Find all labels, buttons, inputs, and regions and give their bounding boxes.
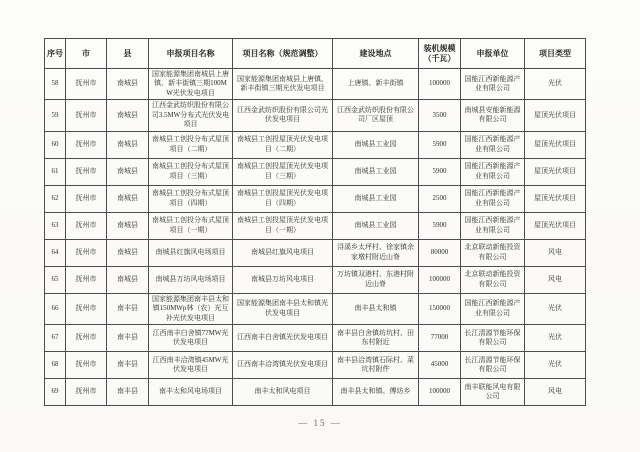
table-cell: 南城县工创投屋顶光伏发电项目（四期）: [233, 185, 333, 212]
table-cell: 江西金武纺织股份有限公司厂区屋顶: [333, 100, 419, 131]
table-cell: 风电: [525, 239, 586, 266]
table-cell: 80000: [419, 239, 461, 266]
table-header-row: [45, 39, 586, 69]
table-cell: 国能江西新能源产业有限公司: [461, 158, 525, 185]
column-header: 申报项目名称: [149, 39, 233, 69]
table-cell: 南城县万坊风电场项目: [149, 266, 233, 293]
table-cell: 南丰县洽湾镇石际村、菜坑村附件: [333, 351, 419, 378]
table-row: [45, 185, 586, 212]
table-cell: 江西南丰白舍镇77MW光伏发电项目: [149, 324, 233, 351]
table-row: [45, 378, 586, 405]
table-cell: 光伏: [525, 293, 586, 324]
table-cell: 南丰太和风电项目: [233, 378, 333, 405]
table-cell: 抚州市: [66, 69, 107, 100]
table-cell: 南城县: [107, 158, 149, 185]
table-cell: 江西金武纺织股份有限公司3.5MW分布式光伏发电项目: [149, 100, 233, 131]
table-cell: 59: [45, 100, 66, 131]
table-cell: 抚州市: [66, 158, 107, 185]
table-cell: 62: [45, 185, 66, 212]
table-cell: 南丰县白舍镇坊坑村、田东村附近: [333, 324, 419, 351]
table-cell: 抚州市: [66, 324, 107, 351]
table-cell: 2500: [419, 185, 461, 212]
table-cell: 国能江西新能源产业有限公司: [461, 185, 525, 212]
table-cell: 国家能源集团南丰县太和镇150MWp林（农）光互补光伏发电项目: [149, 293, 233, 324]
table-row: [45, 239, 586, 266]
table-cell: 江西南丰洽湾镇光伏发电项目: [233, 351, 333, 378]
table-cell: 南城县红旗风电项目: [233, 239, 333, 266]
table-cell: 浔溪乡太坪村、徐家镇余家墩村附近山脊: [333, 239, 419, 266]
table-cell: 5900: [419, 212, 461, 239]
table-cell: 66: [45, 293, 66, 324]
table-cell: 南城县工创投分布式屋顶项目（四期）: [149, 185, 233, 212]
table-cell: 南城县工创投屋顶光伏发电项目（一期）: [233, 212, 333, 239]
table-cell: 5900: [419, 131, 461, 158]
table-cell: 南城县工创投分布式屋顶项目（三期）: [149, 158, 233, 185]
table-cell: 南丰县: [107, 378, 149, 405]
table-cell: 南城县: [107, 239, 149, 266]
table-cell: 屋顶光伏项目: [525, 212, 586, 239]
column-header: 县: [107, 39, 149, 69]
table-cell: 100000: [419, 378, 461, 405]
table-cell: 抚州市: [66, 293, 107, 324]
column-header: 市: [66, 39, 107, 69]
table-cell: 77000: [419, 324, 461, 351]
table-cell: 屋顶光伏项目: [525, 131, 586, 158]
table-row: [45, 324, 586, 351]
table-cell: 南城县工业园: [333, 158, 419, 185]
table-cell: 国能江西新能源产业有限公司: [461, 131, 525, 158]
table-cell: 南丰联能风电有限公司: [461, 378, 525, 405]
table-cell: 69: [45, 378, 66, 405]
table-cell: 南城县工创投分布式屋顶项目（二期）: [149, 131, 233, 158]
table-cell: 南城县工业园: [333, 212, 419, 239]
table-cell: 风电: [525, 266, 586, 293]
table-cell: 南丰县: [107, 351, 149, 378]
table-cell: 64: [45, 239, 66, 266]
table-cell: 68: [45, 351, 66, 378]
table-cell: 60: [45, 131, 66, 158]
table-row: [45, 351, 586, 378]
table-cell: 抚州市: [66, 131, 107, 158]
column-header: 序号: [45, 39, 66, 69]
table-cell: 长江清源节能环保有限公司: [461, 351, 525, 378]
table-cell: 抚州市: [66, 212, 107, 239]
table-cell: 抚州市: [66, 185, 107, 212]
table-cell: 3500: [419, 100, 461, 131]
page-number: — 15 —: [298, 418, 342, 428]
table-cell: 61: [45, 158, 66, 185]
table-cell: 光伏: [525, 324, 586, 351]
table-cell: 抚州市: [66, 351, 107, 378]
table-cell: 南城县工创投屋顶光伏发电项目（三期）: [233, 158, 333, 185]
table-cell: 国家能源集团南丰县太和镇光伏发电项目: [233, 293, 333, 324]
column-header: 建设地点: [333, 39, 419, 69]
table-cell: 屋顶光伏项目: [525, 185, 586, 212]
table-cell: 江西金武纺织股份有限公司光伏发电项目: [233, 100, 333, 131]
table-cell: 南丰县: [107, 293, 149, 324]
table-cell: 100000: [419, 266, 461, 293]
table-cell: 南城县安能新能源有限公司: [461, 100, 525, 131]
column-header: 申报单位: [461, 39, 525, 69]
table-cell: 北京联动新能投资有限公司: [461, 239, 525, 266]
table-cell: 南城县工创投分布式屋顶项目（一期）: [149, 212, 233, 239]
table-cell: 南城县: [107, 69, 149, 100]
table-cell: 国能江西新能源产业有限公司: [461, 69, 525, 100]
table-cell: 100000: [419, 69, 461, 100]
table-cell: 65: [45, 266, 66, 293]
table-cell: 抚州市: [66, 266, 107, 293]
table-cell: 67: [45, 324, 66, 351]
table-cell: 58: [45, 69, 66, 100]
table-cell: 抚州市: [66, 378, 107, 405]
table-cell: 光伏: [525, 69, 586, 100]
table-cell: 国家能源集团南城县上唐镇、新丰街镇三期光伏发电项目: [233, 69, 333, 100]
table-cell: 万坊镇双港村、东港村附近山脊: [333, 266, 419, 293]
table-cell: 南丰太和风电场项目: [149, 378, 233, 405]
table-cell: 北京联动新能投资有限公司: [461, 266, 525, 293]
table-cell: 上唐镇、新丰街镇: [333, 69, 419, 100]
table-row: [45, 266, 586, 293]
table-cell: 抚州市: [66, 100, 107, 131]
table-cell: 南城县: [107, 185, 149, 212]
projects-table: [44, 38, 586, 406]
table-cell: 国能江西新能源产业有限公司: [461, 212, 525, 239]
table-row: [45, 158, 586, 185]
table-cell: 南城县万坊风电项目: [233, 266, 333, 293]
table-cell: 江西南丰白舍镇光伏发电项目: [233, 324, 333, 351]
table-cell: 南城县工业园: [333, 185, 419, 212]
column-header: 装机规模（千瓦）: [419, 39, 461, 69]
table-cell: 江西南丰洽湾镇45MW光伏发电项目: [149, 351, 233, 378]
table-row: [45, 212, 586, 239]
table-cell: 南城县: [107, 131, 149, 158]
table-cell: 屋顶光伏项目: [525, 158, 586, 185]
table-cell: 南城县工创投屋顶光伏发电项目（二期）: [233, 131, 333, 158]
table-cell: 光伏: [525, 351, 586, 378]
table-cell: 南城县: [107, 266, 149, 293]
table-cell: 风电: [525, 378, 586, 405]
table-cell: 南城县: [107, 212, 149, 239]
table-body: [45, 69, 586, 406]
table-cell: 南丰县太和镇、傅坊乡: [333, 378, 419, 405]
table-cell: 5900: [419, 158, 461, 185]
table-cell: 南丰县太和镇: [333, 293, 419, 324]
table-row: [45, 293, 586, 324]
table-row: [45, 131, 586, 158]
table-row: [45, 100, 586, 131]
table-cell: 长江清源节能环保有限公司: [461, 324, 525, 351]
table-cell: 南丰县: [107, 324, 149, 351]
table-cell: 南城县: [107, 100, 149, 131]
table-cell: 抚州市: [66, 239, 107, 266]
column-header: 项目类型: [525, 39, 586, 69]
table-cell: 150000: [419, 293, 461, 324]
table-cell: 国能江西新能源产业有限公司: [461, 293, 525, 324]
table-cell: 南城县工业园: [333, 131, 419, 158]
table-cell: 屋顶光伏项目: [525, 100, 586, 131]
table-cell: 63: [45, 212, 66, 239]
column-header: 项目名称（规范调整）: [233, 39, 333, 69]
table-row: [45, 69, 586, 100]
table-cell: 45000: [419, 351, 461, 378]
table-cell: 南城县红旗风电场项目: [149, 239, 233, 266]
table-header: [45, 39, 586, 69]
table-cell: 国家能源集团南城县上唐镇、新丰街镇三期100MW光伏发电项目: [149, 69, 233, 100]
